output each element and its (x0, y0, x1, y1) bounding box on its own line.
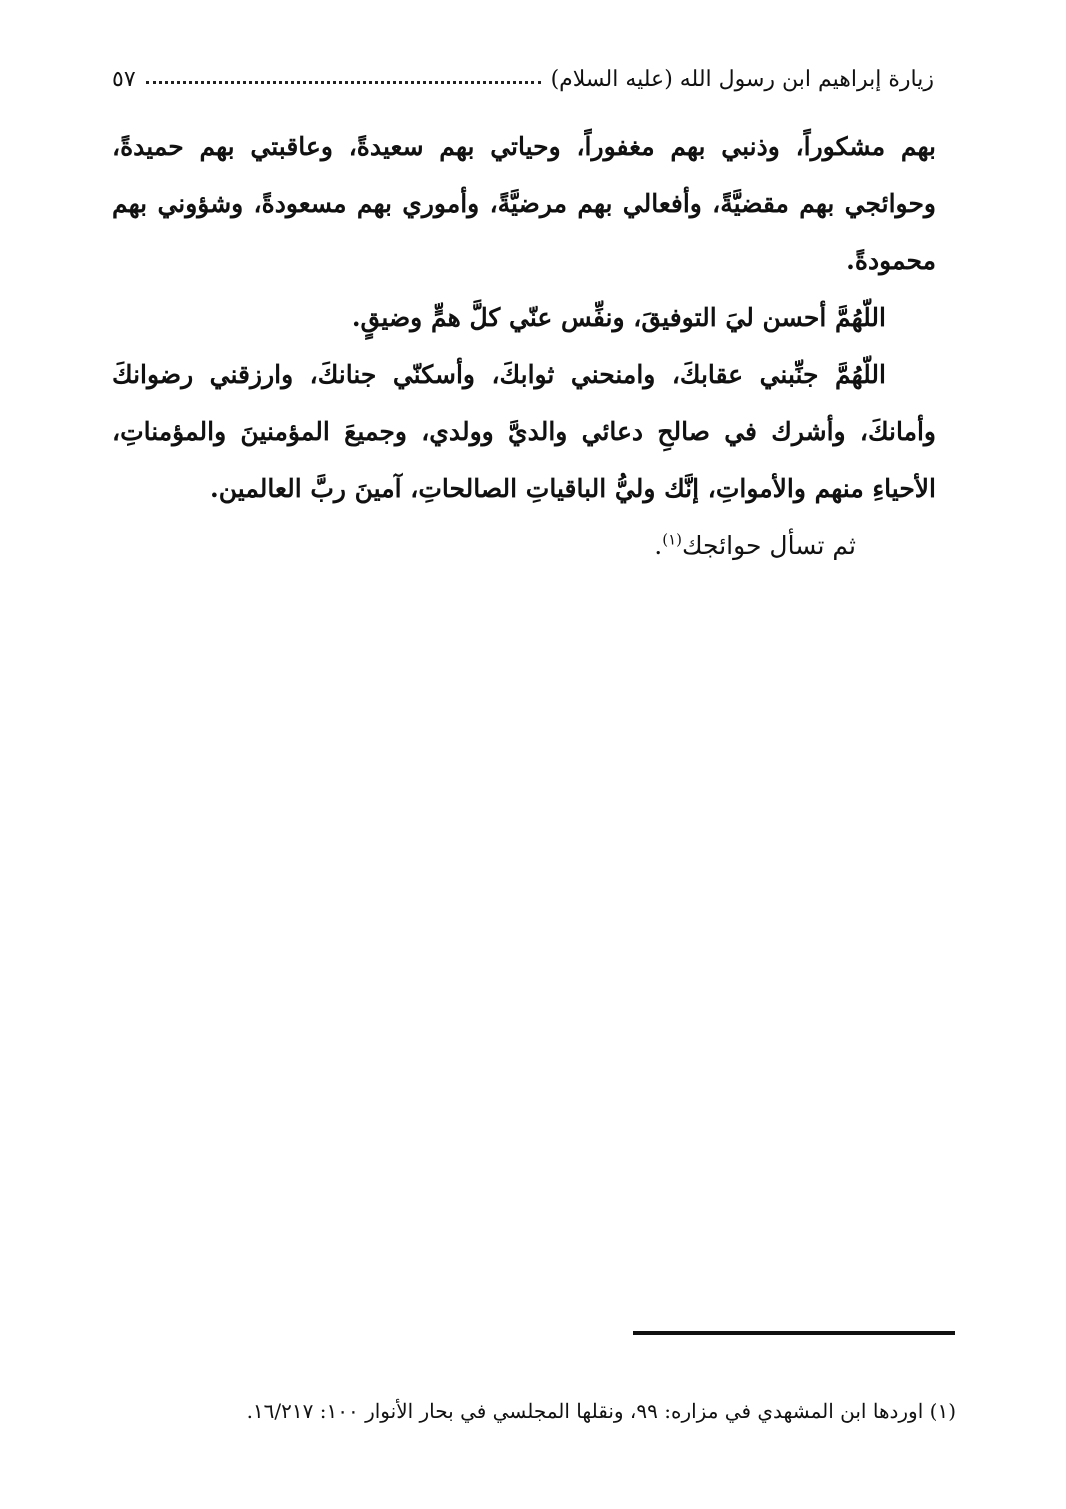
closing-text: ثم تسأل حوائجك (681, 531, 856, 560)
running-header (112, 52, 934, 92)
closing-line (112, 517, 936, 574)
paragraph-3: اللّهُمَّ جنِّبني عقابكَ، وامنحني ثوابكَ، وأسكنّي جنانكَ، وارزقني رضوانكَ وأمانكَ، وأشرك في صالحِ دعائي والديَّ وولدي، وجميعَ المؤمنينَ والمؤمناتِ، الأحياءِ منهم والأمواتِ، إنَّك وليُّ الباقياتِ الصالحاتِ، آمينَ ربَّ العالمين. (112, 360, 936, 503)
footnote: (١) اوردها ابن المشهدي في مزاره: ٩٩، ونقلها المجلسي في بحار الأنوار ١٠٠: ١٦/٢١٧. (246, 1399, 956, 1423)
footnote-reference: (١) (662, 530, 682, 549)
closing-period: . (654, 531, 663, 560)
header-title: زيارة إبراهيم ابن رسول الله (عليه السلام) (550, 67, 934, 92)
paragraph-1: بهم مشكوراً، وذنبي بهم مغفوراً، وحياتي بهم سعيدةً، وعاقبتي بهم حميدةً، وحوائجي بهم مقضيَّةً، وأفعالي بهم مرضيَّةً، وأموري بهم مسعودةً، وشؤوني بهم محمودةً. (112, 132, 936, 275)
page-number: ٥٧ (112, 67, 136, 92)
header-dot-leader (146, 80, 541, 84)
footnote-separator (633, 1331, 955, 1335)
paragraph-2: اللّهُمَّ أحسن ليَ التوفيقَ، ونفِّس عنّي كلَّ همٍّ وضيقٍ. (351, 303, 886, 332)
main-text (112, 118, 936, 574)
